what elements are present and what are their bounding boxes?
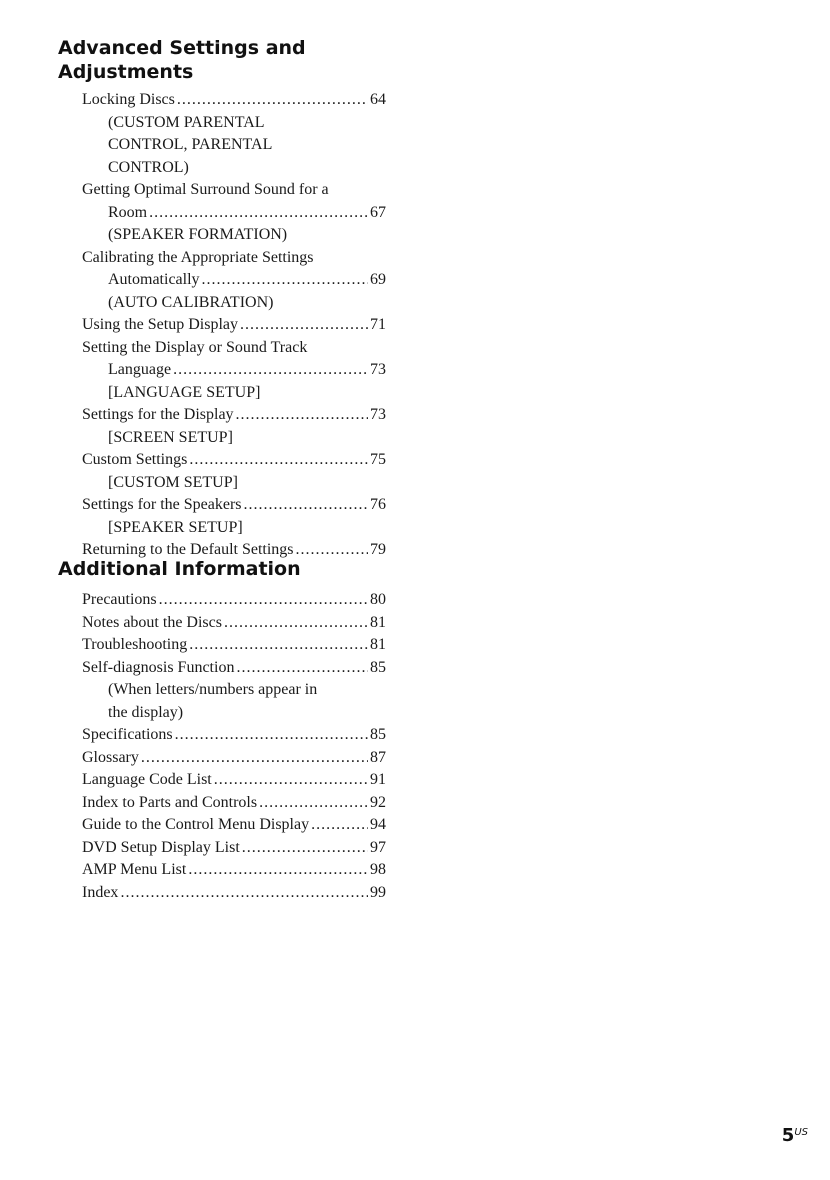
- toc-entry[interactable]: [82, 314, 386, 337]
- toc-entry[interactable]: [82, 202, 386, 225]
- toc-entry[interactable]: [82, 769, 386, 792]
- toc-entry-page: 73: [370, 361, 386, 378]
- toc-entry[interactable]: [82, 882, 386, 905]
- leader-dots: [149, 202, 368, 225]
- toc-entry-title: Locking Discs: [82, 91, 175, 108]
- heading-line: Advanced Settings and: [58, 37, 306, 59]
- toc-entry-page: 73: [370, 406, 386, 423]
- leader-dots: [311, 814, 368, 837]
- leader-dots: [175, 724, 368, 747]
- toc-entry[interactable]: [82, 269, 386, 292]
- page-number-suffix: US: [794, 1127, 808, 1138]
- toc-entry-page: 85: [370, 726, 386, 743]
- toc-entry-page: 76: [370, 496, 386, 513]
- leader-dots: [120, 882, 368, 905]
- toc-entry[interactable]: [82, 359, 386, 382]
- page-number-value: 5: [781, 1125, 795, 1146]
- toc-entry-title: Notes about the Discs: [82, 613, 222, 631]
- toc-entry[interactable]: [82, 814, 386, 837]
- toc-entry-page: 92: [370, 793, 386, 811]
- toc-entry[interactable]: [82, 449, 386, 472]
- toc-entry-subtitle: (When letters/numbers appear in: [108, 681, 318, 698]
- toc-entry-title: Settings for the Speakers: [82, 496, 242, 513]
- page-number: [782, 1126, 808, 1149]
- toc-entry-title: Self-diagnosis Function: [82, 658, 235, 676]
- toc-entry-page: 87: [370, 748, 386, 766]
- toc-entry-title: Glossary: [82, 748, 139, 766]
- toc-entry-subtitle: [LANGUAGE SETUP]: [108, 383, 261, 401]
- toc-entry-title: Custom Settings: [82, 451, 188, 468]
- toc-entry-page: 75: [370, 451, 386, 468]
- toc-entry-subtitle: [CUSTOM SETUP]: [108, 473, 238, 491]
- toc-entry-title: Settings for the Display: [82, 406, 234, 423]
- leader-dots: [236, 657, 368, 680]
- toc-entry-page: 80: [370, 591, 386, 608]
- leader-dots: [224, 612, 368, 635]
- toc-entry[interactable]: [82, 612, 386, 635]
- leader-dots: [173, 359, 368, 382]
- toc-entry[interactable]: [82, 634, 386, 657]
- toc-entry[interactable]: [82, 859, 386, 882]
- toc-entry-page: 91: [370, 771, 386, 788]
- leader-dots: [141, 747, 368, 770]
- toc-entry[interactable]: [82, 747, 386, 770]
- toc-entry-title: AMP Menu List: [82, 861, 187, 878]
- section-heading-additional-information: Additional Information: [58, 558, 301, 580]
- toc-entry-page: 69: [370, 271, 386, 288]
- toc-entry-subtitle: [SCREEN SETUP]: [108, 428, 233, 446]
- toc-list-advanced: [82, 89, 386, 562]
- toc-entry-title: Troubleshooting: [82, 636, 188, 653]
- leader-dots: [189, 449, 368, 472]
- leader-dots: [214, 769, 368, 792]
- toc-entry-subtitle: (CUSTOM PARENTAL: [108, 113, 265, 131]
- toc-entry[interactable]: [82, 724, 386, 747]
- section-heading-advanced-settings: [58, 36, 358, 84]
- toc-entry[interactable]: [82, 89, 386, 112]
- toc-entry-title-line[interactable]: Calibrating the Appropriate Settings: [82, 248, 314, 266]
- toc-entry-subtitle: the display): [108, 703, 184, 721]
- toc-entry[interactable]: [82, 657, 386, 680]
- leader-dots: [188, 859, 368, 882]
- leader-dots: [259, 792, 368, 815]
- heading-line: Adjustments: [58, 61, 194, 83]
- leader-dots: [159, 589, 368, 612]
- toc-entry-title: Index: [82, 883, 119, 901]
- toc-entry-subtitle: [SPEAKER SETUP]: [108, 518, 243, 536]
- toc-entry-page: 64: [370, 91, 386, 108]
- toc-entry-title: DVD Setup Display List: [82, 838, 240, 856]
- toc-entry-subtitle: CONTROL, PARENTAL: [108, 136, 273, 153]
- toc-entry-page: 94: [370, 816, 386, 833]
- toc-entry-title: Index to Parts and Controls: [82, 793, 258, 811]
- leader-dots: [244, 494, 368, 517]
- leader-dots: [202, 269, 368, 292]
- toc-entry-title: Precautions: [82, 591, 157, 608]
- toc-entry-title: Automatically: [108, 271, 200, 288]
- leader-dots: [242, 837, 368, 860]
- toc-entry[interactable]: [82, 404, 386, 427]
- toc-entry-page: 99: [370, 883, 386, 901]
- toc-entry-page: 97: [370, 838, 386, 856]
- toc-entry-page: 81: [370, 613, 386, 631]
- toc-entry-title: Language Code List: [82, 771, 212, 788]
- leader-dots: [189, 634, 368, 657]
- leader-dots: [177, 89, 368, 112]
- toc-entry-title-line[interactable]: Getting Optimal Surround Sound for a: [82, 181, 329, 198]
- toc-entry[interactable]: [82, 589, 386, 612]
- toc-entry-page: 98: [370, 861, 386, 878]
- toc-entry-subtitle: (AUTO CALIBRATION): [108, 293, 274, 311]
- toc-entry-title: Guide to the Control Menu Display: [82, 816, 310, 833]
- toc-entry-page: 81: [370, 636, 386, 653]
- toc-entry-title: Specifications: [82, 726, 173, 743]
- toc-entry-title: Room: [108, 203, 148, 221]
- toc-entry-page: 71: [370, 316, 386, 333]
- toc-entry-page: 67: [370, 203, 386, 221]
- toc-entry-title: Language: [108, 361, 172, 378]
- leader-dots: [236, 404, 368, 427]
- toc-entry[interactable]: [82, 494, 386, 517]
- toc-entry-page: 85: [370, 658, 386, 676]
- toc-entry-subtitle: (SPEAKER FORMATION): [108, 226, 288, 243]
- toc-entry[interactable]: [82, 837, 386, 860]
- leader-dots: [240, 314, 368, 337]
- toc-entry[interactable]: [82, 792, 386, 815]
- toc-entry-subtitle: CONTROL): [108, 158, 189, 176]
- toc-list-additional: [82, 589, 386, 904]
- toc-entry-title-line[interactable]: Setting the Display or Sound Track: [82, 338, 308, 356]
- toc-entry-title: Using the Setup Display: [82, 316, 238, 333]
- toc-entry-page: 79: [370, 541, 386, 558]
- toc-entry-title: Returning to the Default Settings: [82, 541, 294, 558]
